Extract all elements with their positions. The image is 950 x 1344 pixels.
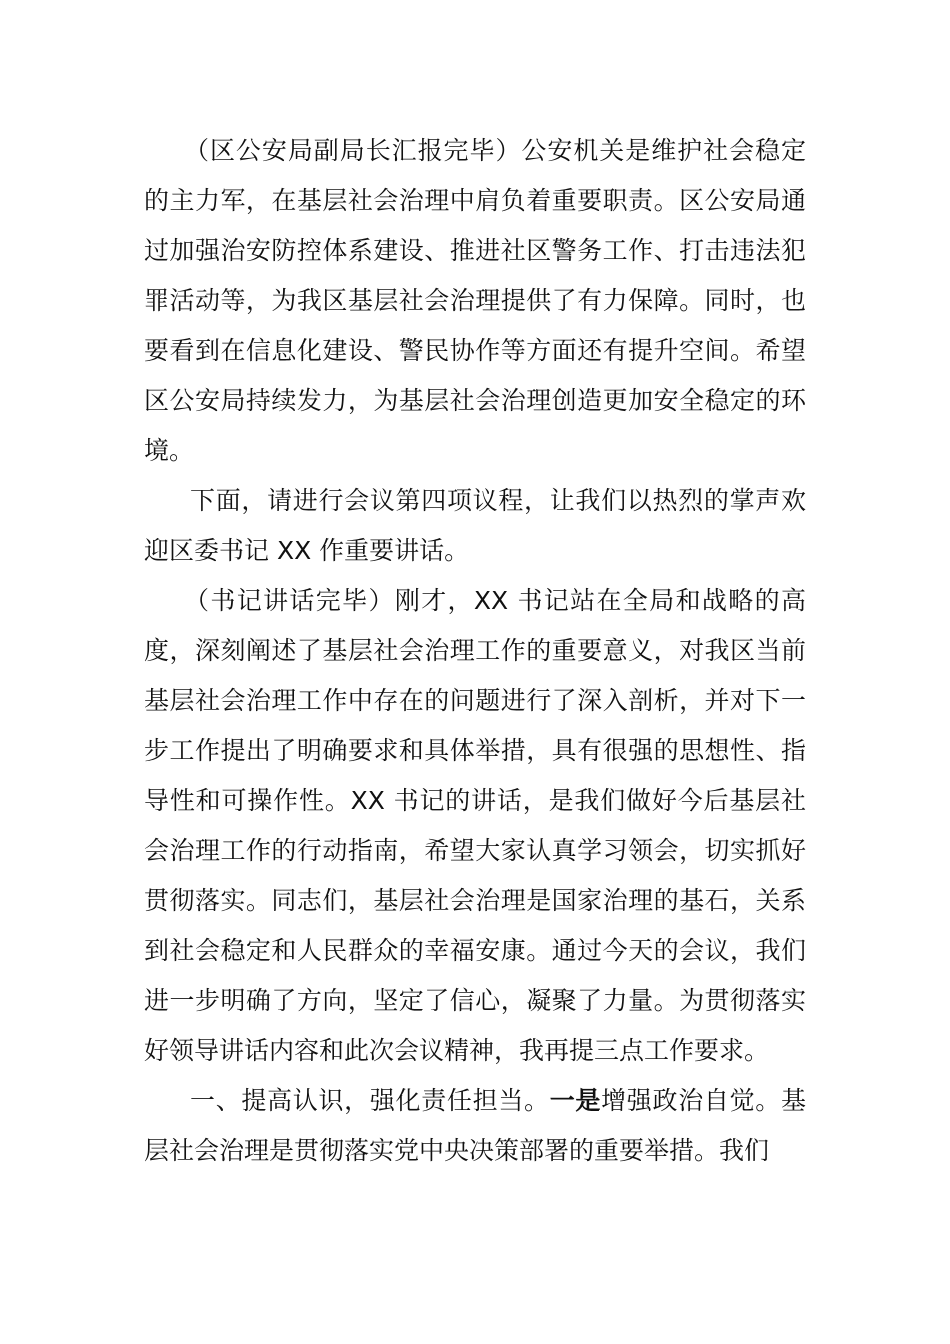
paragraph-secretary-speech-summary: （书记讲话完毕）刚才，XX 书记站在全局和战略的高度，深刻阐述了基层社会治理工作的重要意义，对我区当前基层社会治理工作中存在的问题进行了深入剖析，并对下一步工作提出了明确要求和具体举措，具有很强的思想性、指导性和可操作性。XX 书记的讲话，是我们做好今后基层社会治理工作的行动指南，希望大家认真学习领会，切实抓好贯彻落实。同志们，基层社会治理是国家治理的基石，关系到社会稳定和人民群众的幸福安康。通过今天的会议，我们进一步明确了方向，坚定了信心，凝聚了力量。为贯彻落实好领导讲话内容和此次会议精神，我再提三点工作要求。 <box>144 586 806 1065</box>
paragraph-agenda-item-four: 下面，请进行会议第四项议程，让我们以热烈的掌声欢迎区委书记 XX 作重要讲话。 <box>144 486 806 565</box>
requirement-one-point-text: 增强政治自觉。基层社会治理是贯彻落实党中央决策部署的重要举措。我们 <box>144 1086 806 1165</box>
document-body <box>144 126 806 1176</box>
paragraph-police-report-summary: （区公安局副局长汇报完毕）公安机关是维护社会稳定的主力军，在基层社会治理中肩负着重要职责。区公安局通过加强治安防控体系建设、推进社区警务工作、打击违法犯罪活动等，为我区基层社会治理提供了有力保障。同时，也要看到在信息化建设、警民协作等方面还有提升空间。希望区公安局持续发力，为基层社会治理创造更加安全稳定的环境。 <box>144 136 806 465</box>
paragraph-requirement-one <box>144 1076 806 1176</box>
requirement-one-heading: 一、提高认识，强化责任担当。 <box>190 1086 550 1115</box>
requirement-one-point-label: 一是 <box>549 1086 602 1115</box>
